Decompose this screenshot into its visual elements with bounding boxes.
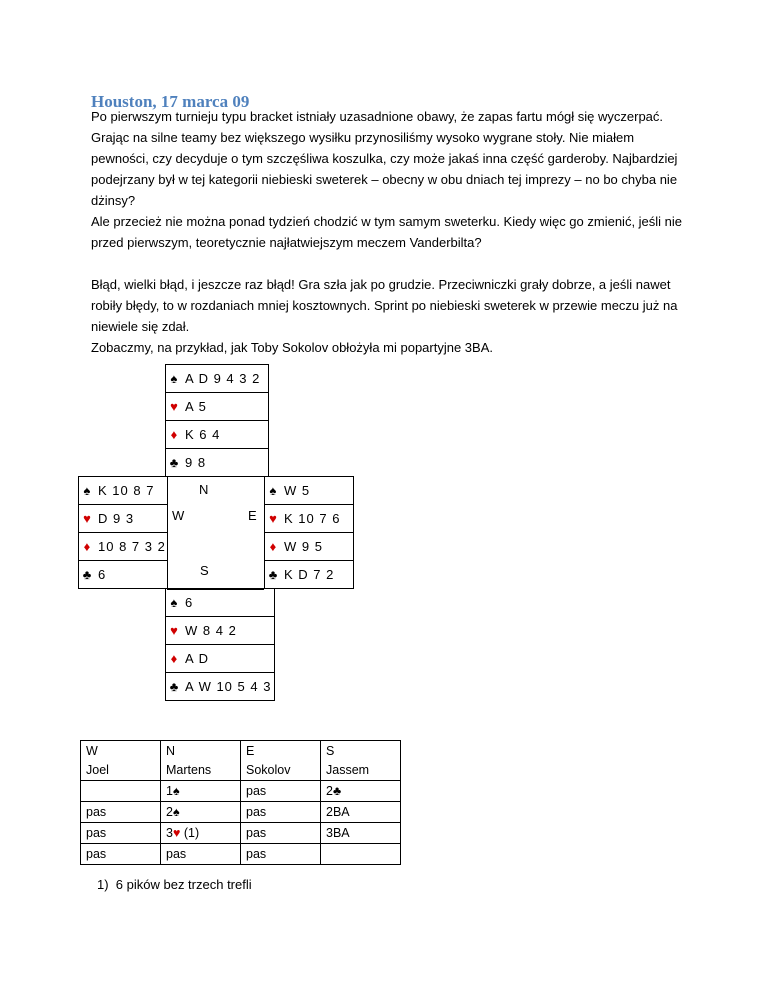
south-hand [165,588,275,701]
east-diamonds: W 9 5 [281,533,354,561]
page-title: Houston, 17 marca 09 [91,92,250,111]
bidding-row [81,844,401,865]
heart-icon: ♥ [166,393,183,421]
compass-west: W [172,508,185,523]
diamond-icon: ♦ [166,645,183,673]
east-hand [264,476,354,589]
east-spades: W 5 [281,477,354,505]
bidding-row [81,823,401,844]
south-clubs: A W 10 5 4 3 [182,673,275,701]
heart-icon: ♥ [79,505,96,533]
west-diamonds: 10 8 7 3 2 [95,533,168,561]
header-player: Joel [86,763,109,777]
bid-cell [321,844,401,865]
spade-icon: ♠ [79,477,96,505]
bid-cell: pas [161,844,241,865]
north-clubs: 9 8 [182,449,269,477]
east-clubs: K D 7 2 [281,561,354,589]
bid-cell: 3BA [321,823,401,844]
bid-cell: pas [241,781,321,802]
paragraph-1: Po pierwszym turnieju typu bracket istniały uzasadnione obawy, że zapas fartu mógł się wyczerpać. Grając na silne teamy bez większego wysiłku przynosiliśmy wysoko wygrane stoły. Nie miałem pewności, czy decyduje o tym szczęśliwa koszulka, czy może jakaś inna część garderoby. Najbardziej podejrzany był w tej kategorii niebieski sweterek – obecny w obu dniach tej imprezy – no bo chyba nie dżinsy? [91,109,678,208]
footnote-text: 6 pików bez trzech trefli [115,877,252,892]
diamond-icon: ♦ [166,421,183,449]
bid-cell: 1♠ [161,781,241,802]
header-player: Sokolov [246,763,291,777]
bidding-header-north [161,741,241,781]
header-dir: S [326,744,335,758]
spade-icon: ♠ [265,477,282,505]
south-hearts: W 8 4 2 [182,617,275,645]
bid-cell: 2BA [321,802,401,823]
bidding-header-west [81,741,161,781]
bid-cell [81,781,161,802]
bid-cell: 2♠ [161,802,241,823]
bidding-header-row [81,741,401,781]
paragraph-3: Błąd, wielki błąd, i jeszcze raz błąd! Gra szła jak po grudzie. Przeciwniczki grały dobrze, a jeśli nawet robiły błędy, to w rozdaniach mniej kosztownych. Sprint po niebieski sweterek w przewie meczu już na niewiele się zdał. [91,277,678,334]
heart-icon: ♥ [265,505,282,533]
bidding-table [80,740,401,865]
compass-east: E [248,508,257,523]
west-hand [78,476,168,589]
heart-icon: ♥ [166,617,183,645]
footnote [97,877,252,892]
club-icon: ♣ [265,561,282,589]
bidding-header-south [321,741,401,781]
west-hearts: D 9 3 [95,505,168,533]
south-spades: 6 [182,589,275,617]
north-hearts: A 5 [182,393,269,421]
diamond-icon: ♦ [79,533,96,561]
compass-north: N [199,482,209,497]
header-dir: N [166,744,176,758]
club-icon: ♣ [166,673,183,701]
spade-icon: ♠ [166,589,183,617]
spade-icon: ♠ [166,365,183,393]
bidding-row [81,781,401,802]
bid-cell: 3♥ (1) [161,823,241,844]
bid-cell: pas [81,802,161,823]
diamond-icon: ♦ [265,533,282,561]
club-icon: ♣ [79,561,96,589]
header-player: Jassem [326,763,370,777]
bid-cell: pas [241,844,321,865]
header-player: Martens [166,763,212,777]
bid-cell: pas [81,823,161,844]
north-spades: A D 9 4 3 2 [182,365,269,393]
bid-cell: pas [241,802,321,823]
footnote-number: 1) [97,877,109,892]
bid-cell: pas [241,823,321,844]
club-icon: ♣ [166,449,183,477]
paragraph-4: Zobaczmy, na przykład, jak Toby Sokolov obłożyła mi popartyjne 3BA. [91,340,493,355]
south-diamonds: A D [182,645,275,673]
bidding-row [81,802,401,823]
bid-cell: 2♣ [321,781,401,802]
west-spades: K 10 8 7 [95,477,168,505]
header-dir: E [246,744,255,758]
north-hand [165,364,269,477]
paragraph-2: Ale przecież nie można ponad tydzień chodzić w tym samym sweterku. Kiedy więc go zmienić, jeśli nie przed pierwszym, teoretycznie najłatwiejszym meczem Vanderbilta? [91,214,683,250]
north-diamonds: K 6 4 [182,421,269,449]
bid-cell: pas [81,844,161,865]
compass-box [167,476,264,590]
bidding-header-east [241,741,321,781]
west-clubs: 6 [95,561,168,589]
east-hearts: K 10 7 6 [281,505,354,533]
header-dir: W [86,744,98,758]
compass-south: S [200,563,209,578]
